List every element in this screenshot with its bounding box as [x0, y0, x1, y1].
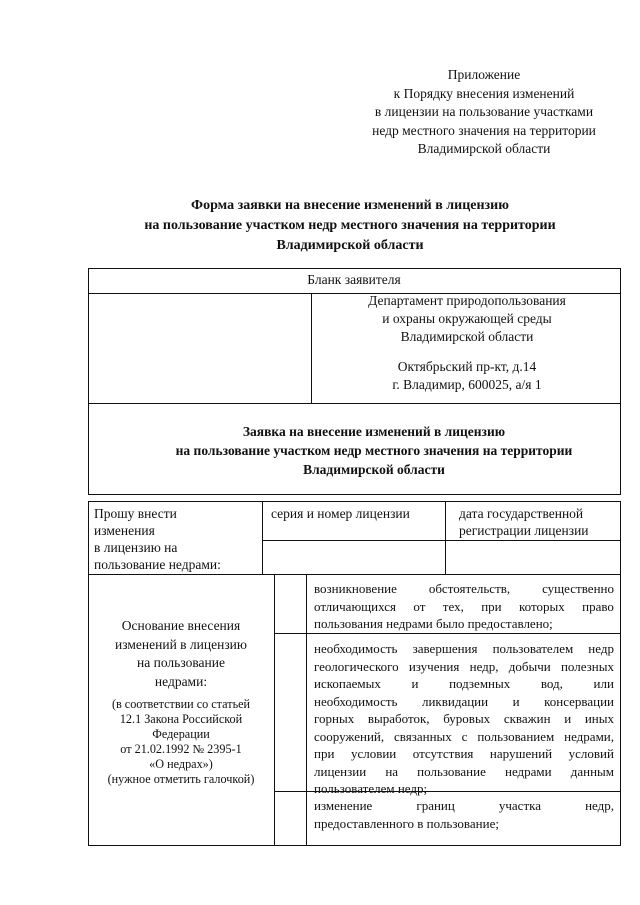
- letterhead-bottom-divider: [88, 403, 621, 404]
- option-line: ископаемых и подземных вод, или: [314, 676, 614, 691]
- registration-date-header: дата государственной регистрации лицензии: [459, 506, 589, 538]
- addressee-address-line: Октябрьский пр-кт, д.14: [397, 359, 537, 374]
- option-checkbox-1[interactable]: [276, 576, 305, 632]
- basis-line: изменений в лицензию: [115, 636, 247, 652]
- option-3: [314, 797, 614, 832]
- application-title-line: Владимирской области: [303, 462, 445, 477]
- option-line: при условии отсутствия нарушений условий: [314, 746, 614, 761]
- addressee-line: Департамент природопользования: [368, 293, 566, 308]
- option-line: пользователем недр;: [314, 781, 428, 796]
- appendix-line: недр местного значения на территории: [372, 122, 596, 138]
- addressee-line: Владимирской области: [400, 329, 534, 344]
- letterhead-label: Бланк заявителя: [307, 272, 401, 287]
- request-line: Прошу внести: [94, 506, 177, 521]
- appendix-line: Приложение: [447, 67, 521, 82]
- basis-label: [88, 617, 274, 787]
- option-line: пользования недрами было предоставлено;: [314, 616, 553, 631]
- basis-note-line: от 21.02.1992 № 2395-1: [120, 742, 242, 756]
- option-1: [314, 580, 614, 633]
- basis-note-line: (в соответствии со статьей: [111, 697, 251, 711]
- option-line: отличающихся от тех, при которых право: [314, 598, 614, 614]
- appendix-header: [330, 66, 638, 159]
- form-title-line: Владимирской области: [276, 238, 424, 253]
- license-number-header: серия и номер лицензии: [271, 506, 410, 521]
- option-line: лицензии на пользование недрами данным: [314, 763, 614, 779]
- basis-note-line: (нужное отметить галочкой): [107, 772, 255, 786]
- basis-row-divider: [274, 633, 621, 634]
- appendix-line: в лицензии на пользование участками: [374, 104, 594, 119]
- option-line: изменение границ участка недр,: [314, 798, 614, 813]
- form-title: [70, 196, 630, 256]
- option-line: сооружений, связанных с пользованием недрами,: [314, 728, 614, 744]
- letterhead-column-divider: [311, 293, 312, 403]
- application-title: [88, 422, 640, 479]
- basis-note-line: 12.1 Закона Российской: [119, 712, 243, 726]
- basis-table-divider: [306, 574, 307, 846]
- form-title-line: Форма заявки на внесение изменений в лицензию: [191, 198, 509, 213]
- option-line: необходимость ликвидации и консервации: [314, 693, 614, 709]
- addressee-line: и охраны окружающей среды: [382, 311, 552, 326]
- application-title-line: на пользование участком недр местного значения на территории: [175, 443, 573, 458]
- request-table-row-divider: [262, 540, 621, 541]
- option-line: возникновение обстоятельств, существенно: [314, 581, 614, 596]
- request-table-divider: [445, 501, 446, 575]
- basis-table-divider: [274, 574, 275, 846]
- addressee-block: [338, 292, 596, 394]
- option-checkbox-3[interactable]: [276, 793, 305, 845]
- addressee-address-line: г. Владимир, 600025, а/я 1: [392, 377, 542, 392]
- request-table-divider: [262, 501, 263, 575]
- option-line: горных выработок, буровых скважин и иных: [314, 711, 614, 726]
- basis-note-line: Федерации: [152, 727, 210, 741]
- request-line: пользование недрами:: [94, 557, 221, 572]
- basis-note-line: «О недрах»): [149, 757, 213, 771]
- application-title-line: Заявка на внесение изменений в лицензию: [242, 424, 506, 439]
- registration-date-input[interactable]: [447, 542, 620, 574]
- appendix-line: Владимирской области: [417, 141, 551, 156]
- request-text: [94, 505, 262, 573]
- basis-line: Основание внесения: [121, 618, 241, 633]
- option-checkbox-2[interactable]: [276, 635, 305, 790]
- option-line: необходимость завершения пользователем недр: [314, 641, 614, 656]
- basis-line: недрами:: [154, 673, 208, 689]
- basis-line: на пользование: [137, 655, 225, 670]
- form-title-line: на пользование участком недр местного значения на территории: [144, 218, 556, 233]
- option-2: [314, 640, 614, 798]
- request-line: изменения: [94, 523, 155, 538]
- appendix-line: к Порядку внесения изменений: [393, 85, 575, 101]
- license-number-input[interactable]: [264, 542, 444, 574]
- request-line: в лицензию на: [94, 540, 178, 555]
- option-line: геологического изучения недр, добычи полезных: [314, 658, 614, 674]
- option-line: предоставленного в пользование;: [314, 815, 499, 831]
